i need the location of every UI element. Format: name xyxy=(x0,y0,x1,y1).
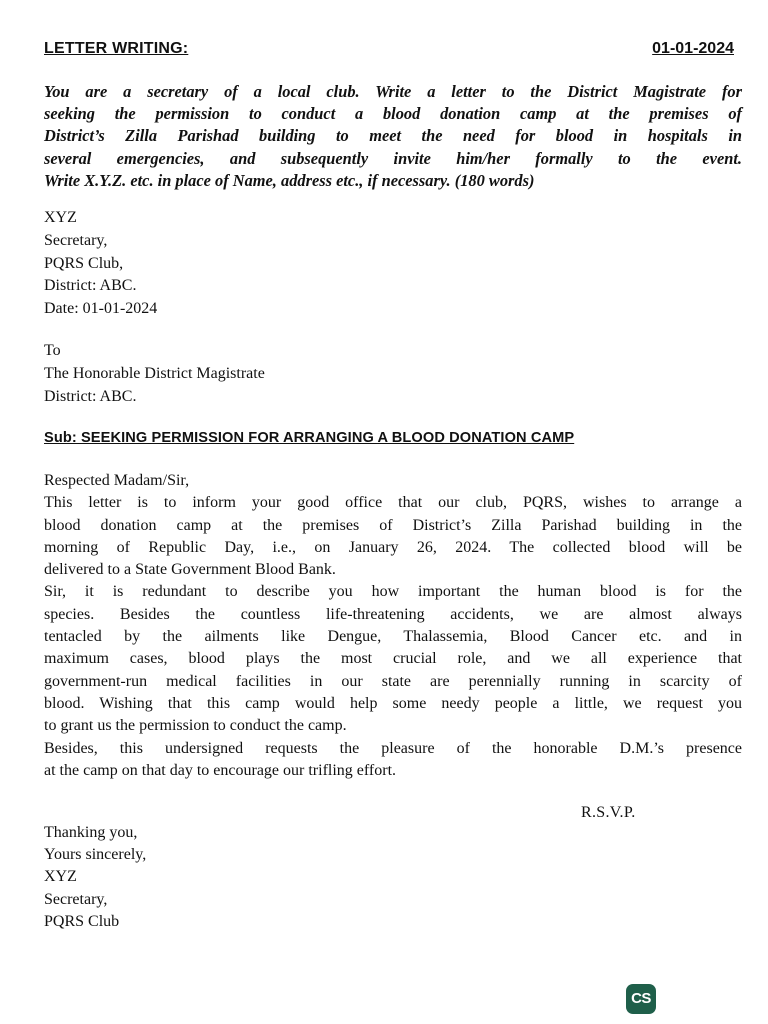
body-line: species. Besides the countless life-threatening accidents, we are almost always xyxy=(44,605,742,623)
body-line: blood donation camp at the premises of District’s Zilla Parishad building in the xyxy=(44,516,742,534)
body-line: at the camp on that day to encourage our trifling effort. xyxy=(44,761,397,779)
closing-name: XYZ xyxy=(44,868,77,886)
closing-club: PQRS Club xyxy=(44,912,120,930)
question-line: Write X.Y.Z. etc. in place of Name, address etc., if necessary. (180 words) xyxy=(44,170,535,190)
sender-designation: Secretary, xyxy=(44,231,108,249)
body-line: government-run medical facilities in our state are perennially running in scarcity of xyxy=(44,672,742,690)
closing-designation: Secretary, xyxy=(44,890,108,908)
closing-thanks: Thanking you, xyxy=(44,824,138,841)
sender-club: PQRS Club, xyxy=(44,254,124,272)
letter-body xyxy=(44,470,742,782)
question-line: seeking the permission to conduct a blood donation camp at the premises of xyxy=(44,104,742,124)
body-line: This letter is to inform your good office that our club, PQRS, wishes to arrange a xyxy=(44,494,742,512)
sender-address xyxy=(44,207,157,321)
rsvp: R.S.V.P. xyxy=(581,804,636,821)
body-line: Besides, this undersigned requests the pleasure of the honorable D.M.’s presence xyxy=(44,739,742,757)
body-line: blood. Wishing that this camp would help some needy people a little, we request you xyxy=(44,694,742,712)
header-date: 01-01-2024 xyxy=(652,40,734,57)
subject-line: Sub: SEEKING PERMISSION FOR ARRANGING A BLOOD DONATION CAMP xyxy=(44,430,575,446)
body-line: morning of Republic Day, i.e., on January 26, 2024. The collected blood will be xyxy=(44,538,742,556)
body-paragraphs xyxy=(44,492,742,782)
closing-sincerely: Yours sincerely, xyxy=(44,846,147,864)
body-line: Sir, it is redundant to describe you how important the human blood is for the xyxy=(44,583,742,601)
sender-district: District: ABC. xyxy=(44,277,137,295)
question-prompt xyxy=(44,81,742,192)
closing-block xyxy=(44,822,146,933)
recipient-district: District: ABC. xyxy=(44,387,137,405)
recipient-title: The Honorable District Magistrate xyxy=(44,364,265,382)
sender-name: XYZ xyxy=(44,209,77,226)
question-line: You are a secretary of a local club. Write a letter to the District Magistrate for xyxy=(44,82,742,101)
page-heading: LETTER WRITING: xyxy=(44,40,189,57)
body-line: tentacled by the ailments like Dengue, Thalassemia, Blood Cancer etc. and in xyxy=(44,628,742,646)
question-line: several emergencies, and subsequently invite him/her formally to the event. xyxy=(44,148,742,168)
header-row xyxy=(44,40,734,64)
recipient-to: To xyxy=(44,342,61,359)
salutation: Respected Madam/Sir, xyxy=(44,472,190,489)
body-line: maximum cases, blood plays the most crucial role, and we all experience that xyxy=(44,650,742,668)
sender-date: Date: 01-01-2024 xyxy=(44,300,158,318)
camscanner-logo-icon: CS xyxy=(626,984,656,1014)
body-line: to grant us the permission to conduct the camp. xyxy=(44,717,347,735)
question-line: District’s Zilla Parishad building to meet the need for blood in hospitals in xyxy=(44,126,742,146)
recipient-address xyxy=(44,340,265,408)
body-line: delivered to a State Government Blood Bank. xyxy=(44,561,336,579)
